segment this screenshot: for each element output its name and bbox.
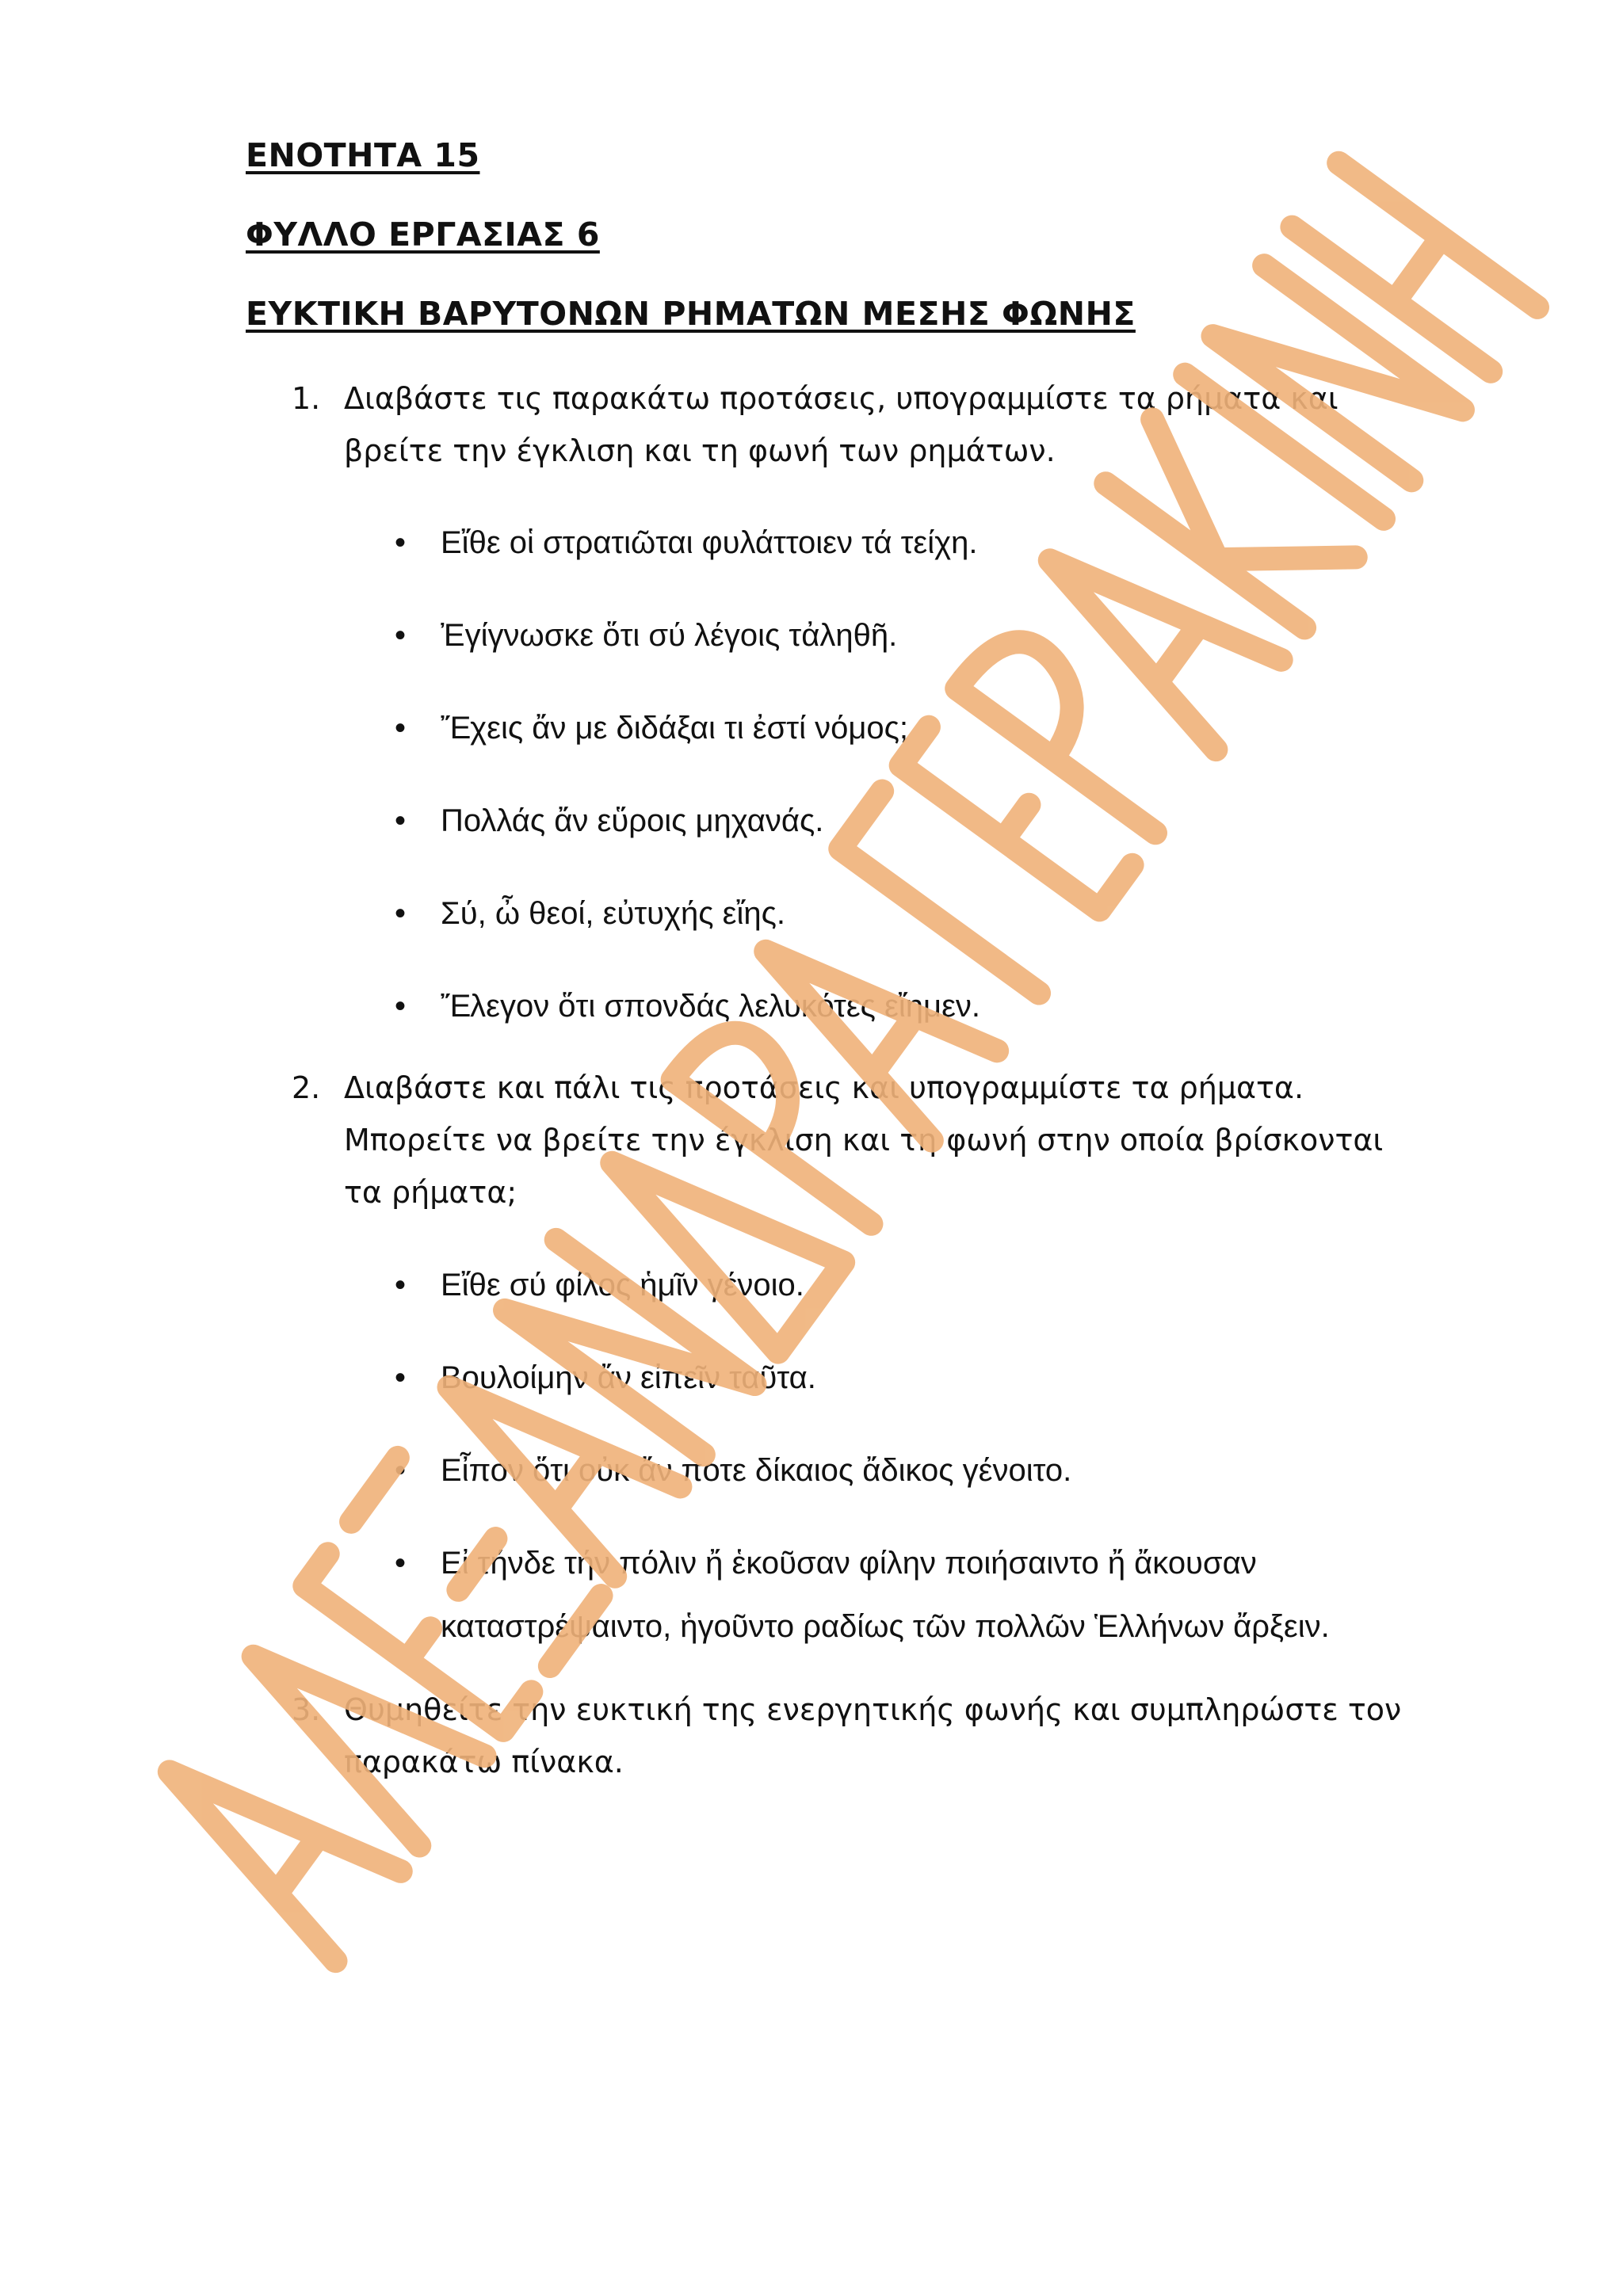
list-item	[395, 974, 1431, 1038]
question-number: 2.	[292, 1070, 321, 1105]
list-item	[395, 882, 1431, 945]
question-text: Θυμηθείτε την ευκτική της ενεργητικής φωνής και συμπληρώστε τον παρακάτω πίνακα.	[344, 1692, 1402, 1779]
list-item	[395, 511, 1431, 574]
sentence-text: Εἰ τήνδε τήν πόλιν ἤ ἑκοῦσαν φίλην ποιήσαιντο ἤ ἄκουσαν καταστρέψαιντο, ἡγοῦντο ραδίως τῶν πολλῶν Ἑλλήνων ἄρξειν.	[441, 1546, 1330, 1644]
topic-heading: ΕΥΚΤΙΚΗ ΒΑΡΥΤΟΝΩΝ ΡΗΜΑΤΩΝ ΜΕΣΗΣ ΦΩΝΗΣ	[246, 295, 1136, 333]
list-item	[395, 789, 1431, 852]
question-number: 3.	[292, 1692, 321, 1727]
sentence-text: Εἴθε οἱ στρατιῶται φυλάττοιεν τά τείχη.	[441, 525, 978, 560]
sentence-text: Εἴθε σύ φίλος ἡμῖν γένοιο.	[441, 1268, 804, 1302]
list-item	[395, 1439, 1431, 1502]
bullet-icon: •	[395, 618, 407, 653]
sentence-text: Ἐγίγνωσκε ὅτι σύ λέγοις τἀληθῆ.	[441, 618, 898, 653]
worksheet-heading: ΦΥΛΛΟ ΕΡΓΑΣΙΑΣ 6	[246, 215, 600, 254]
sentence-text: Εἶπον ὅτι οὐκ ἄν ποτε δίκαιος ἄδικος γένοιτο.	[441, 1453, 1072, 1488]
question-number: 1.	[292, 381, 321, 416]
question-1	[292, 372, 1417, 477]
list-item	[395, 1531, 1431, 1658]
list-item	[395, 604, 1431, 667]
bullet-icon: •	[395, 1453, 407, 1488]
sentence-text: Πολλάς ἄν εὕροις μηχανάς.	[441, 803, 824, 838]
sentence-text: Ἔλεγον ὅτι σπονδάς λελυκότες εἴημεν.	[441, 989, 981, 1024]
bullet-icon: •	[395, 896, 407, 931]
list-item	[395, 1346, 1431, 1409]
unit-heading: ΕΝΟΤΗΤΑ 15	[246, 136, 480, 174]
bullet-icon: •	[395, 803, 407, 838]
bullet-icon: •	[395, 1360, 407, 1395]
question-text: Διαβάστε τις παρακάτω προτάσεις, υπογραμμίστε τα ρήματα και βρείτε την έγκλιση και τη φωνή των ρημάτων.	[344, 381, 1338, 468]
bullet-icon: •	[395, 989, 407, 1024]
sentence-text: Σύ, ὦ θεοί, εὐτυχής εἴης.	[441, 896, 785, 931]
list-item	[395, 1253, 1431, 1317]
question-text: Διαβάστε και πάλι τις προτάσεις και υπογραμμίστε τα ρήματα. Μπορείτε να βρείτε την έγκλιση και τη φωνή στην οποία βρίσκονται τα ρήματα;	[344, 1070, 1384, 1210]
bullet-icon: •	[395, 711, 407, 746]
question-3	[292, 1684, 1417, 1788]
bullet-icon: •	[395, 1546, 407, 1581]
bullet-icon: •	[395, 1268, 407, 1302]
list-item	[395, 696, 1431, 760]
bullet-icon: •	[395, 525, 407, 560]
sentence-text: Βουλοίμην ἄν εἰπεῖν ταῦτα.	[441, 1360, 816, 1395]
question-2	[292, 1062, 1417, 1219]
sentence-text: Ἔχεις ἄν με διδάξαι τι ἐστί νόμος;	[441, 711, 908, 746]
